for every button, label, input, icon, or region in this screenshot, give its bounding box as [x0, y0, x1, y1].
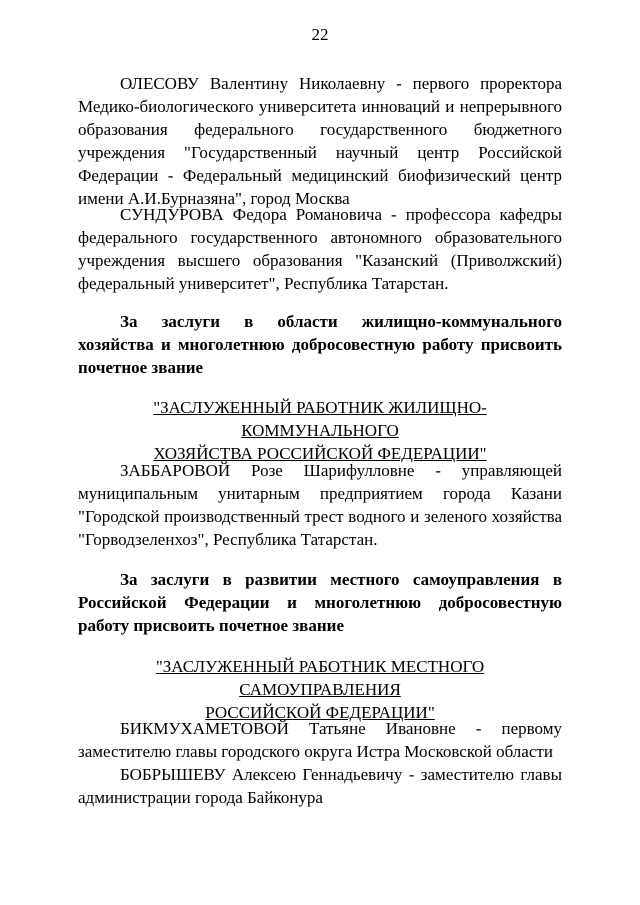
- honorary-title-housing-line2: ХОЗЯЙСТВА РОССИЙСКОЙ ФЕДЕРАЦИИ": [153, 444, 487, 463]
- award-intro-housing: За заслуги в области жилищно-коммунального хозяйства и многолетнюю добросовестную работу присвоить почетное звание: [78, 312, 562, 377]
- award-recipient-olesova: ОЛЕСОВУ Валентину Николаевну - первого проректора Медико-биологического университета инноваций и непрерывного образования федерального государственного бюджетного учреждения "Государственный научный центр Российской Федерации - Федеральный медицинский биофизический центр имени А.И.Бурназяна", город Москва: [78, 74, 562, 208]
- honorary-title-local-government: [78, 655, 562, 724]
- honorary-title-local-government-line1: "ЗАСЛУЖЕННЫЙ РАБОТНИК МЕСТНОГО САМОУПРАВЛЕНИЯ: [155, 657, 485, 699]
- honorary-title-housing-line1: "ЗАСЛУЖЕННЫЙ РАБОТНИК ЖИЛИЩНО-КОММУНАЛЬНОГО: [153, 398, 487, 440]
- honorary-title-housing: [78, 396, 562, 465]
- award-recipient-sundurov: СУНДУРОВА Федора Романовича - профессора кафедры федерального государственного автономного образовательного учреждения высшего образования "Казанский (Приволжский) федеральный университет", Республика Татарстан.: [78, 205, 562, 293]
- award-recipient-bobryshev: БОБРЫШЕВУ Алексею Геннадьевичу - заместителю главы администрации города Байконура: [78, 765, 562, 807]
- award-recipient-bikmukhametova: БИКМУХАМЕТОВОЙ Татьяне Ивановне - первому заместителю главы городского округа Истра Московской области: [78, 719, 562, 761]
- honorary-title-local-government-line2: РОССИЙСКОЙ ФЕДЕРАЦИИ": [205, 703, 435, 722]
- award-intro-local-government: За заслуги в развитии местного самоуправления в Российской Федерации и многолетнюю добросовестную работу присвоить почетное звание: [78, 570, 562, 635]
- page-number: 22: [311, 25, 329, 44]
- award-recipient-zabbarova: ЗАББАРОВОЙ Розе Шарифулловне - управляющей муниципальным унитарным предприятием города Казани "Городской производственный трест водного и зеленого хозяйства "Горводзеленхоз", Республика Татарстан.: [78, 461, 562, 549]
